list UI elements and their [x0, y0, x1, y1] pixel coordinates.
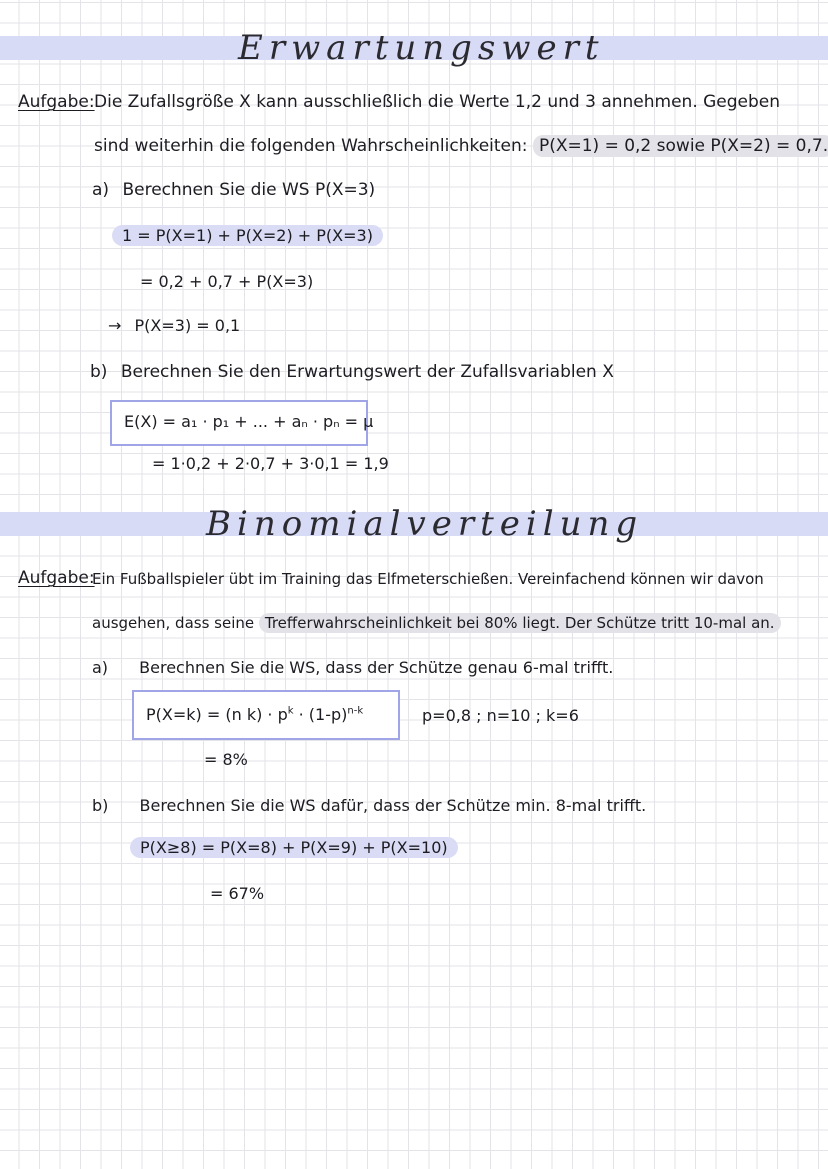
part2-b-equation-text: P(X≥8) = P(X=8) + P(X=9) + P(X=10): [130, 837, 458, 858]
part-a-result: [108, 316, 240, 335]
task-label-text: Aufgabe:: [18, 92, 95, 112]
part2-a-result: = 8%: [204, 750, 248, 769]
part-a-question: [92, 180, 375, 200]
section-title-erwartungswert: Erwartungswert: [238, 28, 605, 68]
part2-a-text: Berechnen Sie die WS, dass der Schütze genau 6-mal trifft.: [139, 658, 614, 677]
task-text-line2-main: sind weiterhin die folgenden Wahrscheinlichkeiten:: [94, 136, 528, 156]
task2-text-line2: [92, 614, 781, 632]
part-a-equation-1-text: 1 = P(X=1) + P(X=2) + P(X=3): [112, 225, 383, 246]
part2-a-question: [92, 658, 613, 677]
expectation-formula-box: [110, 400, 374, 446]
binomial-formula: [146, 705, 363, 724]
part2-a-label: a): [92, 658, 109, 677]
task2-text-line2-main: ausgehen, dass seine: [92, 614, 255, 632]
binomial-parameters: p=0,8 ; n=10 ; k=6: [422, 706, 579, 725]
binomial-formula-main: P(X=k) = (n k) · p: [146, 705, 288, 724]
given-probabilities: P(X=1) = 0,2 sowie P(X=2) = 0,7.: [533, 135, 828, 157]
task-label-2-text: Aufgabe:: [18, 568, 95, 588]
task-label: [18, 92, 95, 112]
section-title-binomialverteilung: Binomialverteilung: [206, 504, 644, 544]
part2-b-text: Berechnen Sie die WS dafür, dass der Schütze min. 8-mal trifft.: [139, 796, 647, 815]
expectation-formula: E(X) = a₁ · p₁ + ... + aₙ · pₙ = μ: [124, 412, 374, 431]
part2-b-result: = 67%: [210, 884, 265, 903]
part-b-result: = 1·0,2 + 2·0,7 + 3·0,1 = 1,9: [152, 454, 389, 473]
task2-highlighted-text: Trefferwahrscheinlichkeit bei 80% liegt. Der Schütze tritt 10-mal an.: [259, 613, 781, 633]
part2-b-equation: [130, 838, 458, 857]
binomial-formula-exp-k: k: [287, 705, 294, 717]
binomial-formula-exp-nk: n-k: [347, 705, 364, 717]
part-b-question: [90, 362, 614, 382]
part2-b-label: b): [92, 796, 109, 815]
part-a-result-text: P(X=3) = 0,1: [134, 316, 241, 335]
task-text-line1: Die Zufallsgröße X kann ausschließlich die Werte 1,2 und 3 annehmen. Gegeben: [94, 92, 781, 112]
right-arrow-icon: →: [108, 316, 122, 335]
part-b-label: b): [90, 362, 108, 382]
part-b-text: Berechnen Sie den Erwartungswert der Zufallsvariablen X: [120, 362, 614, 382]
binomial-formula-mid: · (1-p): [293, 705, 348, 724]
part-a-equation-1: [112, 226, 383, 245]
task-label-2: [18, 568, 95, 588]
task2-text-line1: Ein Fußballspieler übt im Training das Elfmeterschießen. Vereinfachend können wir davon: [92, 570, 764, 588]
part2-b-question: [92, 796, 646, 815]
binomial-formula-box: [132, 690, 400, 740]
part-a-label: a): [92, 180, 110, 200]
part-a-text: Berechnen Sie die WS P(X=3): [122, 180, 376, 200]
task-text-line2: [94, 136, 828, 156]
part-a-equation-2: = 0,2 + 0,7 + P(X=3): [140, 272, 314, 291]
